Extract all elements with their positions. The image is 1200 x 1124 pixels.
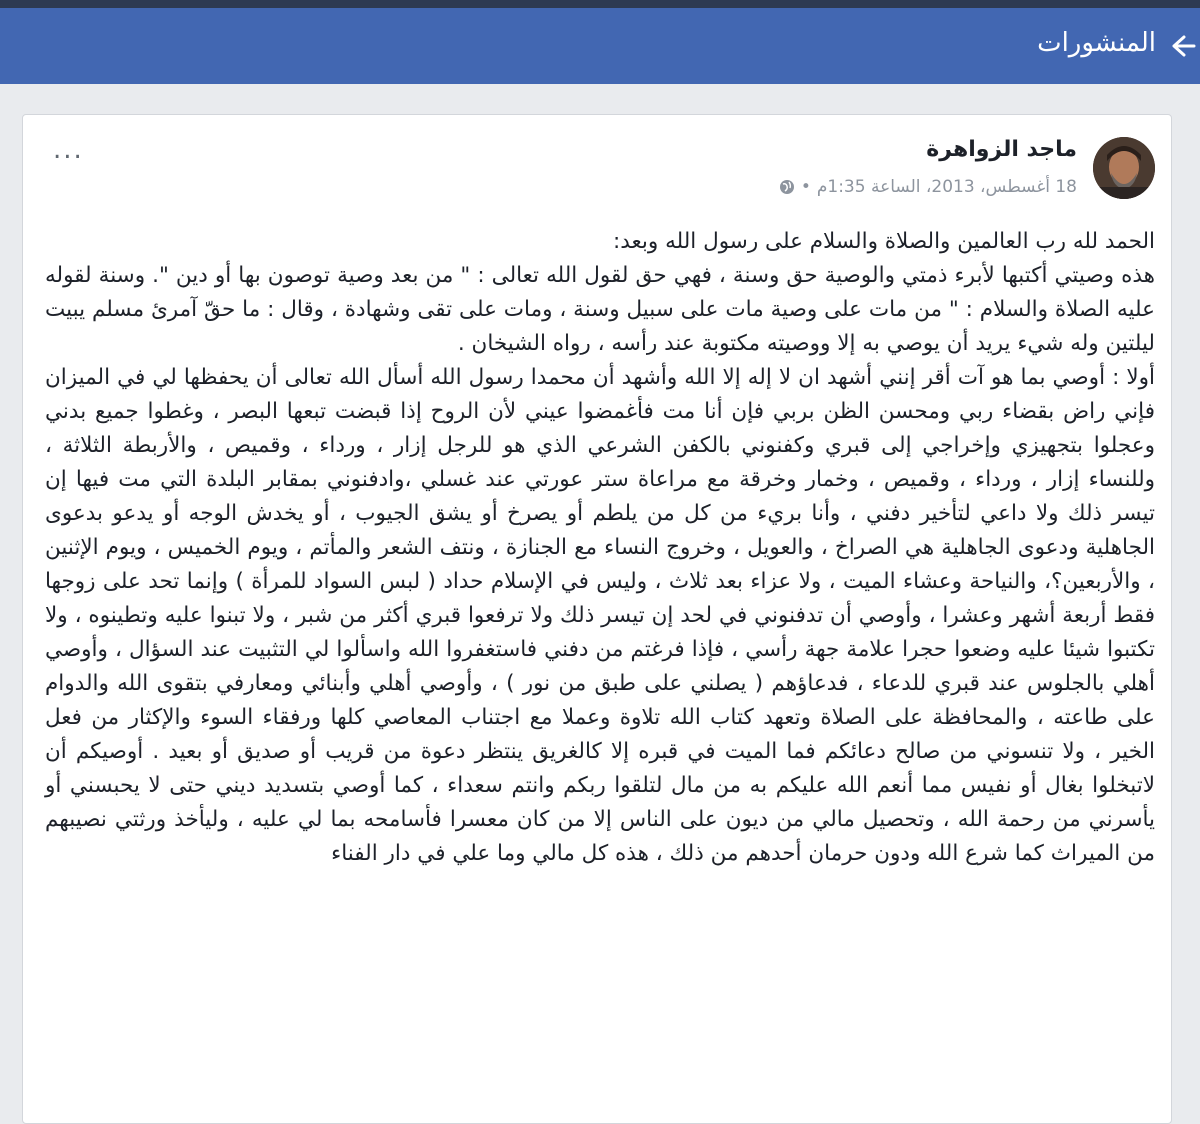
author-name[interactable]: ماجد الزواهرة — [926, 137, 1077, 162]
post-timestamp[interactable]: 18 أغسطس، 2013، الساعة 1:35م — [816, 177, 1077, 197]
post-card — [22, 114, 1172, 1124]
app-header — [0, 8, 1200, 84]
globe-icon — [779, 179, 795, 195]
post-body — [45, 225, 1155, 871]
meta-separator: • — [800, 177, 811, 197]
post-meta — [779, 177, 1077, 197]
more-options-button[interactable]: ... — [53, 135, 84, 165]
post-paragraph: أولا : أوصي بما هو آت أقر إنني أشهد ان لا إله إلا الله وأشهد أن محمدا رسول الله أسأل الله تعالى أن يحفظها لي في الميزان فإني راض بقضاء ربي ومحسن الظن بربي فإن أنا مت فأغمضوا عيني لأن الروح إذا قبضت تبعها البصر ، وغطوا جميع بدني وعجلوا بتجهيزي وإخراجي إلى قبري وكفنوني بالكفن الشرعي الذي هو للرجل إزار ، ورداء ، وقميص ، والأربطة الثلاثة ، وللنساء إزار ، ورداء ، وقميص ، وخمار وخرقة مع مراعاة ستر عورتي عند غسلي ،وادفنوني بمقابر البلدة التي مت فيها إن تيسر ذلك ولا داعي لتأخير دفني ، وأنا بريء من كل من يلطم أو يصرخ أو يشق الجيوب ، أو يخدش الوجه أو يدعو بدعوى الجاهلية ودعوى الجاهلية هي الصراخ ، والعويل ، وخروج النساء مع الجنازة ، ونتف الشعر والمأتم ، ويوم الخميس ، ويوم الإثنين ، والأربعين؟، والنياحة وعشاء الميت ، ولا عزاء بعد ثلاث ، وليس في الإسلام حداد ( لبس السواد للمرأة ) وإنما تحد على زوجها فقط أربعة أشهر وعشرا ، وأوصي أن تدفنوني في لحد إن تيسر ذلك ولا ترفعوا قبري أكثر من شبر ، ولا تبنوا عليه وتطينوه ، ولا تكتبوا شيئا عليه وضعوا حجرا علامة جهة رأسي ، فإذا فرغتم من دفني فاستغفروا الله واسألوا لي التثبيت عند السؤال ، وأوصي أهلي بالجلوس عند قبري للدعاء ، فدعاؤهم ( يصلني على طبق من نور ) ، وأوصي أهلي وأبنائي ومعارفي بتقوى الله والدوام على طاعته ، والمحافظة على الصلاة وتعهد كتاب الله تلاوة وعملا مع اجتناب المعاصي كلها ورفقاء السوء والإكثار من فعل الخير ، ولا تنسوني من صالح دعائكم فما الميت في قبره إلا كالغريق ينتظر دعوة من قريب أو صديق أو بعيد . أوصيكم أن لاتبخلوا بغال أو نفيس مما أنعم الله عليكم به من مال لتلقوا ربكم وانتم سعداء ، كما أوصي بتسديد ديني حتى لا يحبسني أو يأسرني من رحمة الله ، وتحصيل مالي من ديون على الناس إلا من كان معسرا فأسامحه بما لي عليه ، وليأخذ ورثتي نصيبهم من الميراث كما شرع الله ودون حرمان أحدهم من ذلك ، هذه كل مالي وما علي في دار الفناء — [45, 365, 1155, 866]
post-paragraph: هذه وصيتي أكتبها لأبرء ذمتي والوصية حق وسنة ، فهي حق لقول الله تعالى : " من بعد وصية توصون بها أو دين ". وسنة لقوله عليه الصلاة والسلام : " من مات على وصية مات على سبيل وسنة ، ومات على تقى وشهادة ، وقال : ما حقّ آمرئ مسلم يبيت ليلتين وله شيء يريد أن يوصي به إلا ووصيته مكتوبة عند رأسه ، رواه الشيخان . — [45, 263, 1155, 356]
top-status-strip — [0, 0, 1200, 8]
page-title: المنشورات — [1037, 28, 1156, 58]
avatar[interactable] — [1093, 137, 1155, 199]
post-paragraph: الحمد لله رب العالمين والصلاة والسلام على رسول الله وبعد: — [612, 229, 1155, 254]
back-arrow-icon[interactable] — [1168, 30, 1196, 62]
profile-photo-icon — [1093, 137, 1155, 199]
